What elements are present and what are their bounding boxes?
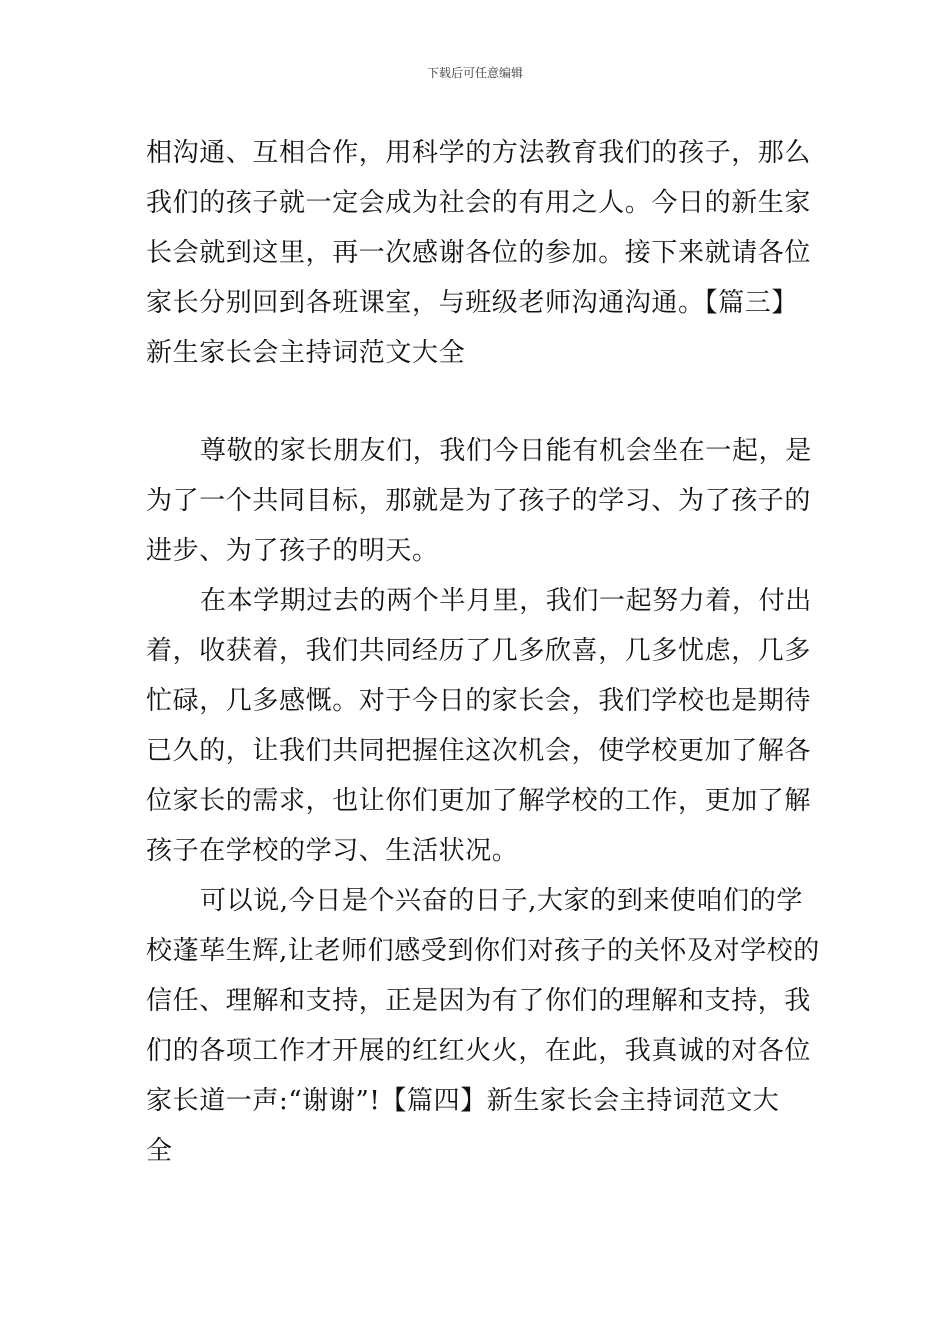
paragraph-1 bbox=[146, 128, 810, 378]
text-line: 们的各项工作才开展的红红火火，在此，我真诚的对各位 bbox=[146, 1036, 812, 1066]
text-line: 为了一个共同目标，那就是为了孩子的学习、为了孩子的 bbox=[146, 486, 812, 516]
paragraph-3 bbox=[146, 576, 810, 876]
text-line: 相沟通、互相合作，用科学的方法教育我们的孩子，那么 bbox=[146, 138, 812, 168]
text-line: 新生家长会主持词范文大全 bbox=[146, 338, 466, 368]
text-line: 着，收获着，我们共同经历了几多欣喜，几多忧虑，几多 bbox=[146, 636, 812, 666]
text-line: 家长分别回到各班课室，与班级老师沟通沟通。【篇三】 bbox=[146, 288, 799, 318]
page-header: 下载后可任意编辑 bbox=[426, 66, 523, 80]
document-body bbox=[146, 128, 820, 1176]
text-line: 可以说,今日是个兴奋的日子,大家的到来使咱们的学 bbox=[200, 886, 803, 916]
paragraph-2 bbox=[146, 426, 810, 576]
paragraph-4 bbox=[146, 876, 820, 1176]
text-line: 已久的，让我们共同把握住这次机会，使学校更加了解各 bbox=[146, 736, 812, 766]
text-line: 校蓬荜生辉,让老师们感受到你们对孩子的关怀及对学校的 bbox=[146, 936, 820, 966]
text-line: 位家长的需求，也让你们更加了解学校的工作，更加了解 bbox=[146, 786, 812, 816]
text-line: 长会就到这里，再一次感谢各位的参加。接下来就请各位 bbox=[146, 238, 812, 268]
text-line: 在本学期过去的两个半月里，我们一起努力着，付出 bbox=[200, 586, 812, 616]
paragraph-gap bbox=[146, 378, 810, 426]
text-line: 进步、为了孩子的明天。 bbox=[146, 536, 439, 566]
text-line: 家长道一声:“谢谢”!【篇四】新生家长会主持词范文大 bbox=[146, 1086, 780, 1116]
text-line: 尊敬的家长朋友们，我们今日能有机会坐在一起，是 bbox=[200, 436, 812, 466]
text-line: 忙碌，几多感慨。对于今日的家长会，我们学校也是期待 bbox=[146, 686, 812, 716]
text-line: 全 bbox=[146, 1136, 173, 1166]
text-line: 孩子在学校的学习、生活状况。 bbox=[146, 836, 519, 866]
text-line: 我们的孩子就一定会成为社会的有用之人。今日的新生家 bbox=[146, 188, 812, 218]
text-line: 信任、理解和支持，正是因为有了你们的理解和支持，我 bbox=[146, 986, 812, 1016]
